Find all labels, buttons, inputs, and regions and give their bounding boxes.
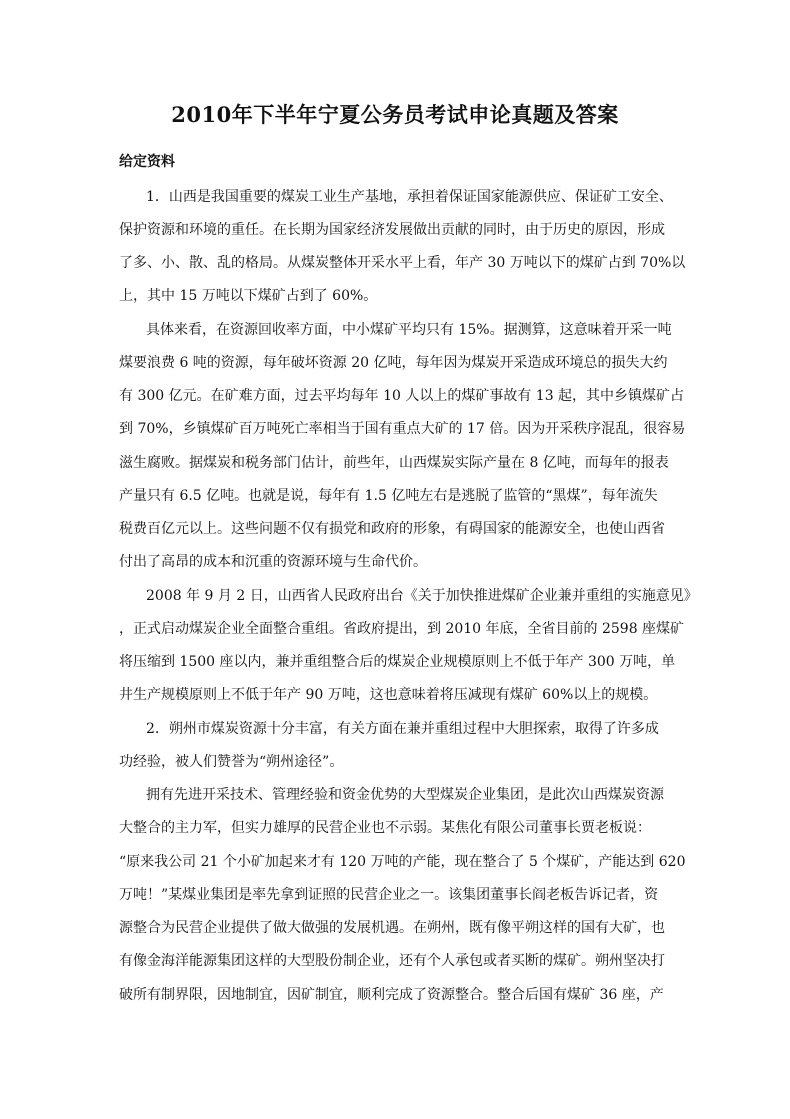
text-line: 保护资源和环境的重任。在长期为国家经济发展做出贡献的同时，由于历史的原因，形成 <box>119 222 665 238</box>
text-line: 了多、小、散、乱的格局。从煤炭整体开采水平上看，年产 30 万吨以下的煤矿占到 70%以 <box>119 255 686 271</box>
text-line: ，正式启动煤炭企业全面整合重组。省政府提出，到 2010 年底，全省目前的 2598 座煤矿 <box>119 621 685 637</box>
text-line: 功经验，被人们赞誉为“朔州途径”。 <box>119 754 344 770</box>
section-heading: 给定资料 <box>119 154 175 170</box>
text-line: 大整合的主力军，但实力雄厚的民营企业也不示弱。某焦化有限公司董事长贾老板说： <box>119 820 651 836</box>
page-title: 2010年下半年宁夏公务员考试申论真题及答案 <box>171 102 619 127</box>
text-line: 具体来看，在资源回收率方面，中小煤矿平均只有 15%。据测算，这意味着开采一吨 <box>146 322 672 338</box>
text-line: 破所有制界限，因地制宜，因矿制宜，顺利完成了资源整合。整合后国有煤矿 36 座，产 <box>119 987 664 1003</box>
text-line: 税费百亿元以上。这些问题不仅有损党和政府的形象，有碍国家的能源安全，也使山西省 <box>119 521 665 537</box>
text-line: 源整合为民营企业提供了做大做强的发展机遇。在朔州，既有像平朔这样的国有大矿，也 <box>119 920 665 936</box>
text-line: 拥有先进开采技术、管理经验和资金优势的大型煤炭企业集团，是此次山西煤炭资源 <box>146 787 664 803</box>
text-line: 煤要浪费 6 吨的资源，每年破坏资源 20 亿吨，每年因为煤炭开采造成环境总的损失大约 <box>119 355 668 371</box>
text-line: “原来我公司 21 个小矿加起来才有 120 万吨的产能，现在整合了 5 个煤矿，产能达到 620 <box>119 854 686 870</box>
text-line: 有像金海洋能源集团这样的大型股份制企业，还有个人承包或者买断的煤矿。朔州坚决打 <box>119 953 665 969</box>
text-line: 万吨！”某煤业集团是率先拿到证照的民营企业之一。该集团董事长阎老板告诉记者，资 <box>119 887 659 903</box>
text-line: 有 300 亿元。在矿难方面，过去平均每年 10 人以上的煤矿事故有 13 起，其中乡镇煤矿占 <box>119 388 685 404</box>
text-line: 付出了高昂的成本和沉重的资源环境与生命代价。 <box>119 554 427 570</box>
text-line: 井生产规模原则上不低于年产 90 万吨，这也意味着将压减现有煤矿 60%以上的规模。 <box>119 687 658 703</box>
text-line: 将压缩到 1500 座以内，兼并重组整合后的煤炭企业规模原则上不低于年产 300 万吨，单 <box>119 654 676 670</box>
text-line: 2．朔州市煤炭资源十分丰富，有关方面在兼并重组过程中大胆探索，取得了许多成 <box>146 721 659 737</box>
text-line: 2008 年 9 月 2 日，山西省人民政府出台《关于加快推进煤矿企业兼并重组的实施意见》 <box>146 588 698 604</box>
text-line: 滋生腐败。据煤炭和税务部门估计，前些年，山西煤炭实际产量在 8 亿吨，而每年的报表 <box>119 455 669 471</box>
text-line: 到 70%，乡镇煤矿百万吨死亡率相当于国有重点大矿的 17 倍。因为开采秩序混乱，很容易 <box>119 421 686 437</box>
text-line: 产量只有 6.5 亿吨。也就是说，每年有 1.5 亿吨左右是逃脱了监管的“黑煤”，每年流失 <box>119 488 658 504</box>
text-line: 上，其中 15 万吨以下煤矿占到了 60%。 <box>119 288 378 304</box>
text-line: 1．山西是我国重要的煤炭工业生产基地，承担着保证国家能源供应、保证矿工安全、 <box>146 189 673 205</box>
